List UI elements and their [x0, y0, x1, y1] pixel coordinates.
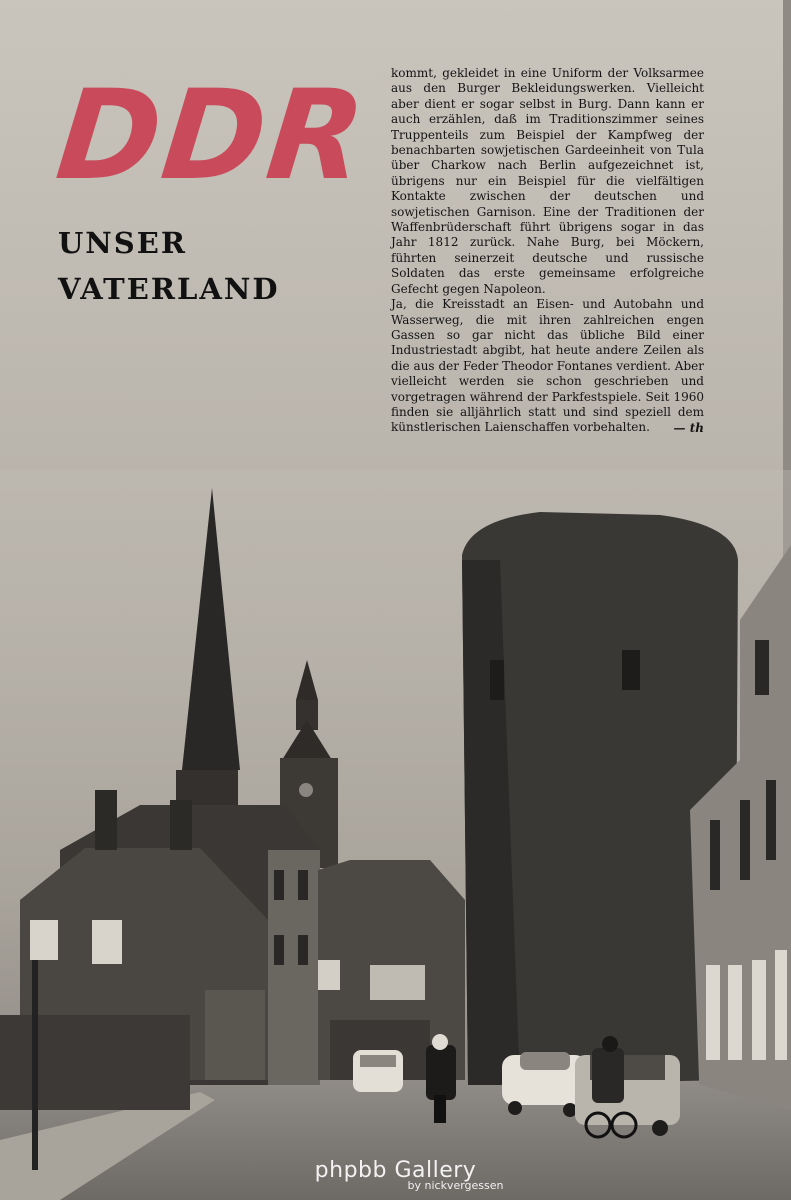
masthead-subtitle-line1: UNSER — [58, 226, 187, 260]
car-right — [575, 1055, 680, 1136]
watermark-credit: by nickvergessen — [407, 1179, 504, 1192]
watermark-title: phpbb Gallery — [314, 1158, 477, 1183]
garden-wall — [0, 1015, 190, 1110]
street-photo — [0, 470, 791, 1200]
article-signature: — th — [673, 420, 704, 435]
gallery-watermark — [0, 1158, 791, 1192]
article-text — [391, 66, 704, 436]
lamp-post — [32, 960, 38, 1170]
article-paragraph: kommt, gekleidet in eine Uniform der Volksarmee aus den Burger Bekleidungswerken. Vielleicht aber dient er sogar selbst in Burg. Dann kann er auch erzählen, daß im Traditionszimmer seines Truppenteils zum Beispiel der Kampfweg der benachbarten sowjetischen Gardeeinheit von Tula über Charkow nach Berlin aufgezeichnet ist, übrigens nur ein Beispiel für die vielfältigen Kontakte zwischen der deutschen und sowjetischen Garnison. Eine der Traditionen der Waffenbrüderschaft führt übrigens sogar in das Jahr 1812 zurück. Nahe Burg, bei Möckern, führten seinerzeit deutsche und russische Soldaten das erste gemeinsame erfolgreiche Gefecht gegen Napoleon. — [391, 66, 704, 296]
car-left — [353, 1050, 403, 1092]
masthead-subtitle-line2: VATERLAND — [58, 272, 280, 306]
article-paragraph: Ja, die Kreisstadt an Eisen- und Autobahn und Wasserweg, die mit ihren zahlreichen engen Gassen so gar nicht das übliche Bild einer Industriestadt abgibt, hat heute andere Zeilen als die aus der Feder Theodor Fontanes verdient. Aber vielleicht werden sie schon geschrieben und vorgetragen während der Parkfestspiele. Seit 1960 finden sie alljährlich statt und sind speziell dem künstlerischen Laienschaffen vorbehalten. — [391, 297, 704, 435]
masthead — [50, 64, 373, 306]
masthead-title: DDR — [50, 64, 373, 208]
